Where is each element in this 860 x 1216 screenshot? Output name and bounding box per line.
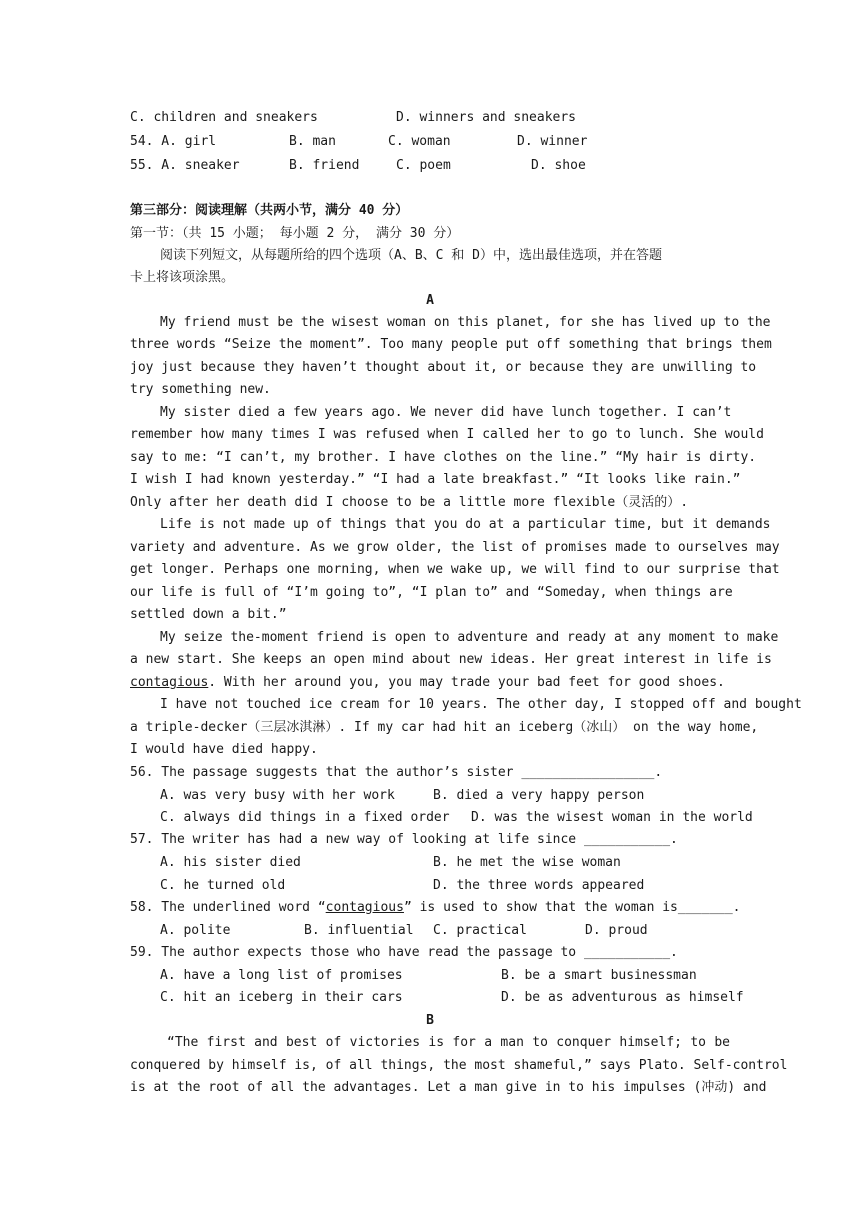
passage-b-line: “The first and best of victories is for a man to conquer himself; to be [167,1035,730,1050]
passage-a-line: our life is full of “I’m going to”, “I plan to” and “Someday, when things are [130,585,733,600]
q55-option-a: 55. A. sneaker [130,158,240,173]
q53-option-c: C. children and sneakers [130,110,318,125]
passage-a-line: say to me: “I can’t, my brother. I have clothes on the line.” “My hair is dirty. [130,450,757,465]
passage-a-line: joy just because they haven’t thought about it, or because they are unwilling to [130,360,757,375]
q56-option-d: D. was the wisest woman in the world [471,810,753,825]
q55-option-d: D. shoe [531,158,586,173]
q55-option-c: C. poem [396,158,451,173]
q53-option-d: D. winners and sneakers [396,110,577,125]
q58-option-d: D. proud [585,923,648,938]
q59-option-b: B. be a smart businessman [501,968,697,983]
instruction-line-2: 卡上将该项涂黑。 [130,270,235,285]
passage-a-line: variety and adventure. As we grow older, the list of promises made to ourselves may [130,540,780,555]
q57-option-d: D. the three words appeared [433,878,645,893]
q54-option-c: C. woman [388,134,451,149]
passage-a-line: My seize the-moment friend is open to adventure and ready at any moment to make [160,630,779,645]
passage-b-line: conquered by himself is, of all things, the most shameful,” says Plato. Self-control [130,1058,788,1073]
q57-stem: 57. The writer has had a new way of looking at life since ___________. [130,832,678,847]
q54-option-d: D. winner [517,134,588,149]
instruction-line-1: 阅读下列短文，从每题所给的四个选项（A、B、C 和 D）中，选出最佳选项，并在答题 [160,248,662,263]
q56-option-b: B. died a very happy person [433,788,645,803]
underlined-word-contagious: contagious [130,675,209,690]
passage-a-line: a new start. She keeps an open mind about new ideas. Her great interest in life is [130,652,772,667]
passage-a-line: I wish I had known yesterday.” “I had a late breakfast.” “It looks like rain.” [130,472,741,487]
passage-b-line: is at the root of all the advantages. Let a man give in to his impulses (冲动) and [130,1080,767,1095]
q59-option-c: C. hit an iceberg in their cars [160,990,403,1005]
q57-option-a: A. his sister died [160,855,301,870]
passage-a-line-contagious [130,672,730,694]
q59-option-a: A. have a long list of promises [160,968,403,983]
q58-underlined-word: contagious [325,900,404,915]
passage-a-line: get longer. Perhaps one morning, when we wake up, we will find to our surprise that [130,562,780,577]
q59-option-d: D. be as adventurous as himself [501,990,744,1005]
q58-stem [130,897,741,919]
q57-option-b: B. he met the wise woman [433,855,621,870]
passage-a-line: a triple-decker（三层冰淇淋）. If my car had hit an iceberg（冰山） on the way home, [130,720,759,735]
q59-stem: 59. The author expects those who have read the passage to ___________. [130,945,678,960]
q54-option-a: 54. A. girl [130,134,217,149]
q58-stem-pre: 58. The underlined word “ [130,900,326,915]
passage-a-line: try something new. [130,382,271,397]
q56-option-a: A. was very busy with her work [160,788,395,803]
passage-a-line: three words “Seize the moment”. Too many people put off something that brings them [130,337,772,352]
passage-a-line: My friend must be the wisest woman on this planet, for she has lived up to the [160,315,771,330]
q58-option-a: A. polite [160,923,231,938]
part3-heading: 第三部分：阅读理解（共两小节，满分 40 分） [130,203,409,218]
section1-heading: 第一节：（共 15 小题； 每小题 2 分， 满分 30 分） [130,226,460,241]
passage-a-line: Only after her death did I choose to be a little more flexible（灵活的）. [130,495,689,510]
passage-a-text: . With her around you, you may trade your bad feet for good shoes. [208,675,725,690]
q54-option-b: B. man [289,134,336,149]
q57-option-c: C. he turned old [160,878,286,893]
passage-a-line: Life is not made up of things that you do at a particular time, but it demands [160,517,771,532]
passage-a-line: settled down a bit.” [130,607,287,622]
q58-option-b: B. influential [304,923,414,938]
q58-stem-post: ” is used to show that the woman is_______. [403,900,741,915]
passage-b-title: B [426,1013,434,1028]
q56-stem: 56. The passage suggests that the author’s sister _________________. [130,765,663,780]
q58-option-c: C. practical [433,923,527,938]
passage-a-line: remember how many times I was refused when I called her to go to lunch. She would [130,427,764,442]
passage-a-line: I have not touched ice cream for 10 years. The other day, I stopped off and bought [160,697,802,712]
passage-a-line: My sister died a few years ago. We never did have lunch together. I can’t [160,405,732,420]
passage-a-line: I would have died happy. [130,742,318,757]
q56-option-c: C. always did things in a fixed order [160,810,450,825]
q55-option-b: B. friend [289,158,360,173]
passage-a-title: A [426,293,434,308]
